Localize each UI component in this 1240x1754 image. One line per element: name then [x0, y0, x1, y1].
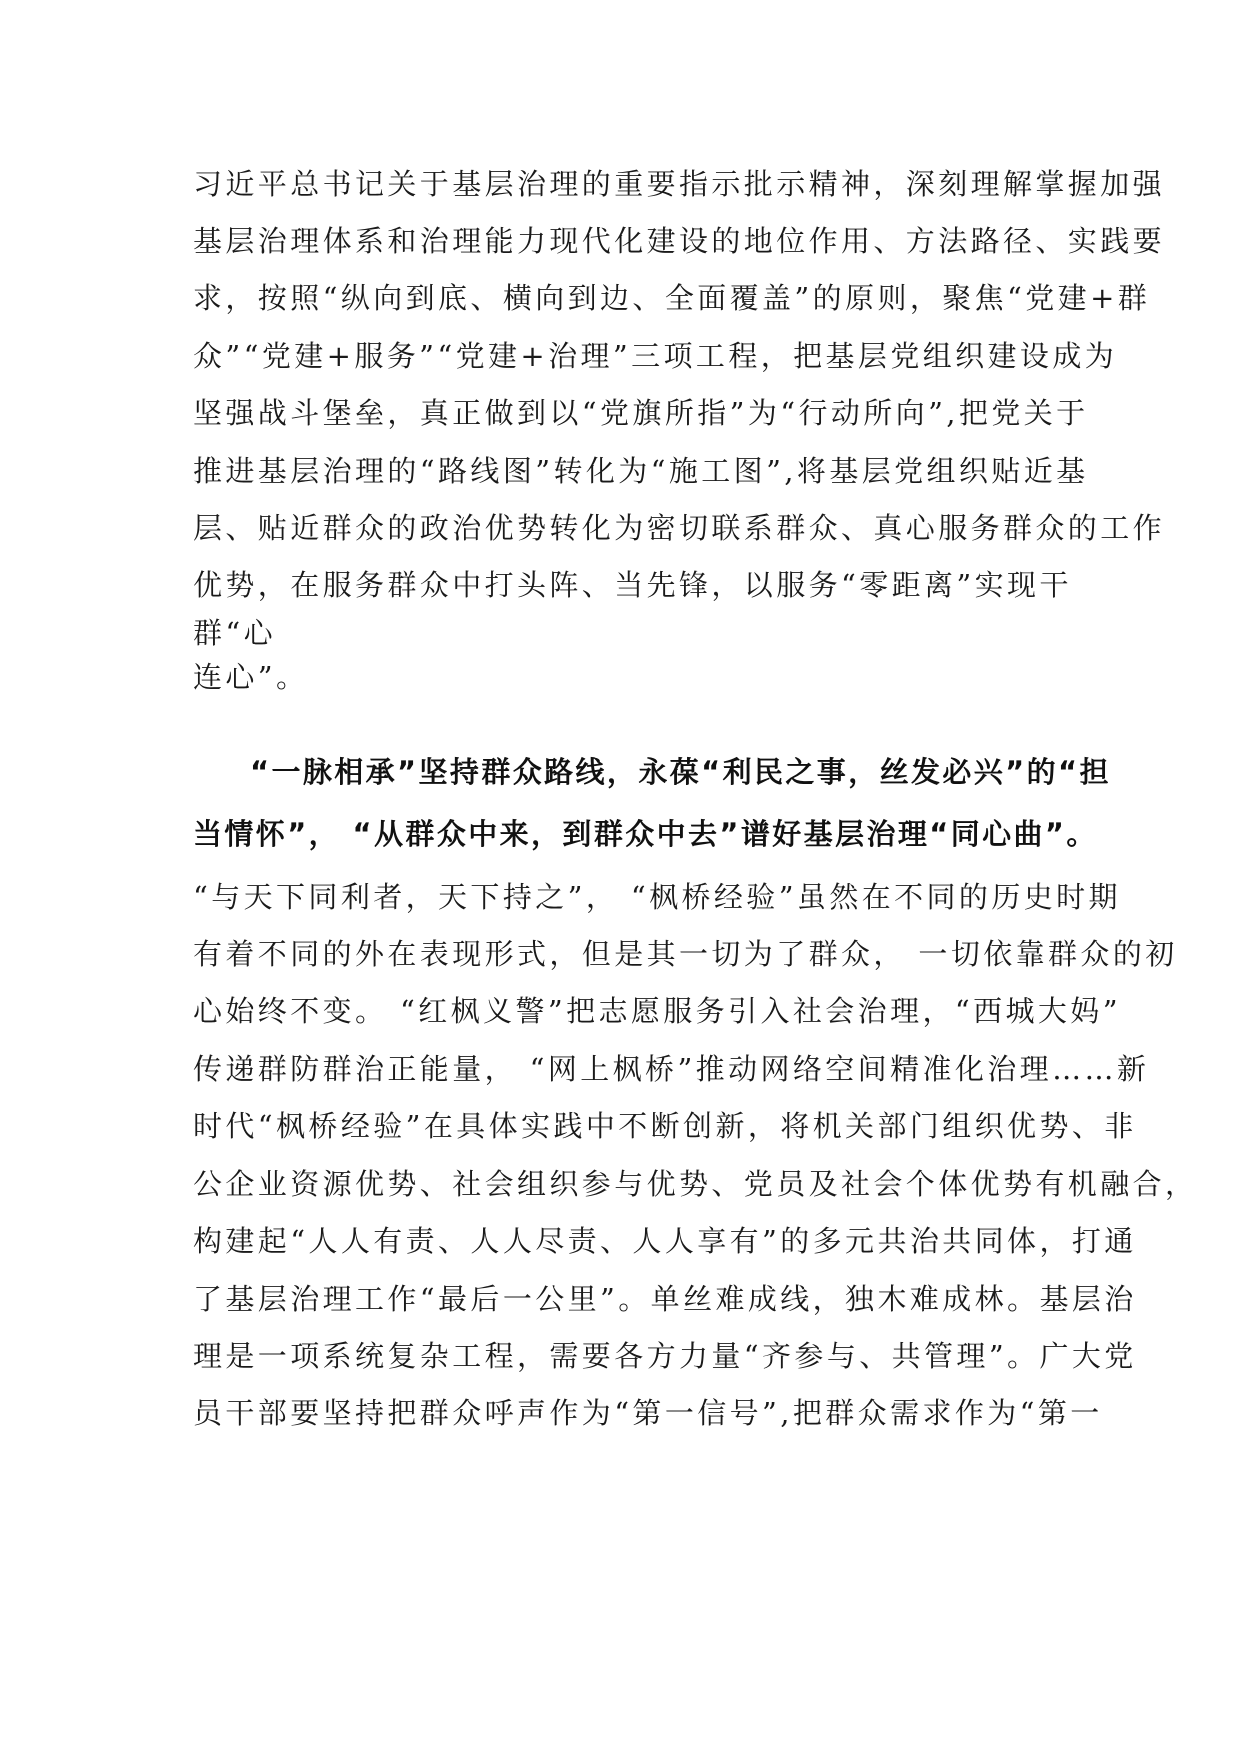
- text-line: 众”“党建+服务”“党建+治理”三项工程，把基层党组织建设成为: [193, 339, 1118, 373]
- heading-line: 当情怀”， “从群众中来，到群众中去”谱好基层治理“同心曲”。: [193, 817, 1098, 851]
- text-line: 公企业资源优势、社会组织参与优势、党员及社会个体优势有机融合，: [193, 1167, 1198, 1201]
- text-line: 构建起“人人有责、人人尽责、人人享有”的多元共治共同体，打通: [193, 1224, 1137, 1258]
- text-line: 有着不同的外在表现形式，但是其一切为了群众， 一切依靠群众的初: [193, 937, 1178, 971]
- text-line: 时代“枫桥经验”在具体实践中不断创新，将机关部门组织优势、非: [193, 1109, 1137, 1143]
- text-line: 理是一项系统复杂工程，需要各方力量“齐参与、共管理”。广大党: [193, 1339, 1137, 1373]
- text-line: 推进基层治理的“路线图”转化为“施工图”,将基层党组织贴近基: [193, 454, 1089, 488]
- text-line: 习近平总书记关于基层治理的重要指示批示精神，深刻理解掌握加强: [193, 167, 1166, 201]
- text-line: 层、贴近群众的政治优势转化为密切联系群众、真心服务群众的工作: [193, 511, 1166, 545]
- text-line: “与天下同利者，天下持之”， “枫桥经验”虽然在不同的历史时期: [193, 880, 1121, 914]
- text-line: 优势，在服务群众中打头阵、当先锋，以服务“零距离”实现干: [193, 568, 1072, 602]
- text-line: 连心”。: [193, 660, 309, 694]
- text-line: 了基层治理工作“最后一公里”。单丝难成线，独木难成林。基层治: [193, 1282, 1137, 1316]
- text-line: 坚强战斗堡垒，真正做到以“党旗所指”为“行动所向”,把党关于: [193, 396, 1089, 430]
- text-line: 求，按照“纵向到底、横向到边、全面覆盖”的原则，聚焦“党建+群: [193, 281, 1151, 315]
- text-line: 心始终不变。 “红枫义警”把志愿服务引入社会治理，“西城大妈”: [193, 994, 1121, 1028]
- text-line: 群“心: [193, 616, 277, 650]
- text-line: 传递群防群治正能量， “网上枫桥”推动网络空间精准化治理……新: [193, 1052, 1150, 1086]
- text-line: 基层治理体系和治理能力现代化建设的地位作用、方法路径、实践要: [193, 224, 1166, 258]
- text-line: 员干部要坚持把群众呼声作为“第一信号”,把群众需求作为“第一: [193, 1396, 1103, 1430]
- heading-line: “一脉相承”坚持群众路线，永葆“利民之事，丝发必兴”的“担: [250, 755, 1111, 789]
